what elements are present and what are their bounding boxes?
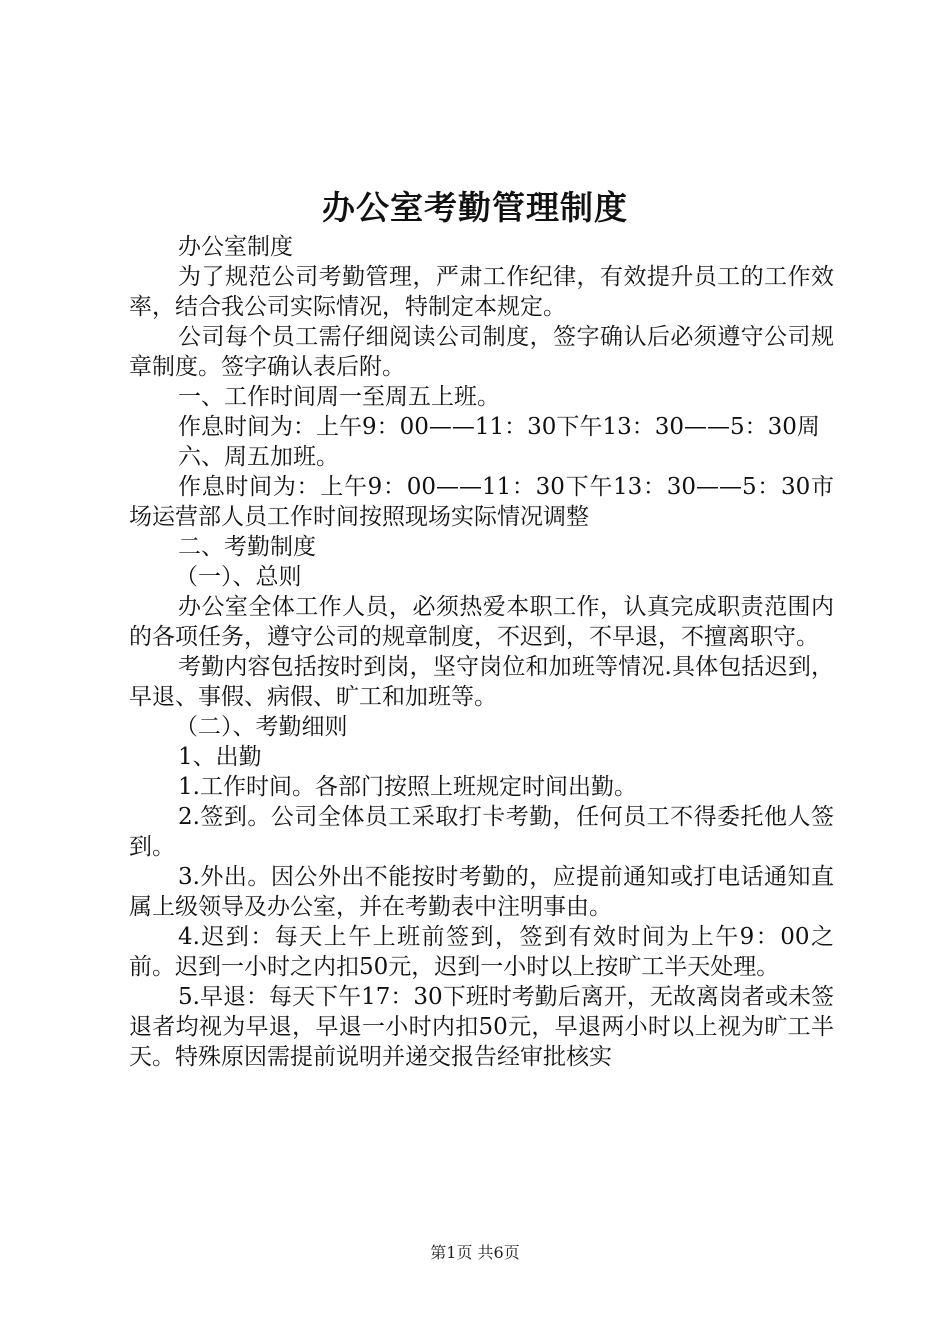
paragraph: 考勤内容包括按时到岗，坚守岗位和加班等情况.具体包括迟到，早退、事假、病假、旷工和加班等。 <box>129 654 834 710</box>
paragraph: 1、出勤 <box>178 744 262 770</box>
paragraph: 3.外出。因公外出不能按时考勤的，应提前通知或打电话通知直属上级领导及办公室，并在考勤表中注明事由。 <box>129 864 834 920</box>
paragraph: 二、考勤制度 <box>178 534 316 560</box>
document-body <box>129 232 834 1072</box>
paragraph: （一）、总则 <box>175 564 302 590</box>
paragraph: 4.迟到：每天上午上班前签到，签到有效时间为上午9：00之前。迟到一小时之内扣50元，迟到一小时以上按旷工半天处理。 <box>129 924 834 980</box>
paragraph: 1.工作时间。各部门按照上班规定时间出勤。 <box>178 774 637 800</box>
paragraph: 办公室全体工作人员，必须热爱本职工作，认真完成职责范围内的各项任务，遵守公司的规章制度，不迟到，不早退，不擅离职守。 <box>129 594 834 650</box>
paragraph: （二）、考勤细则 <box>175 714 348 740</box>
paragraph: 2.签到。公司全体员工采取打卡考勤，任何员工不得委托他人签到。 <box>129 804 834 860</box>
paragraph: 一、工作时间周一至周五上班。 <box>178 384 500 410</box>
paragraph: 5.早退：每天下午17：30下班时考勤后离开，无故离岗者或未签退者均视为早退，早退一小时内扣50元，早退两小时以上视为旷工半天。特殊原因需提前说明并递交报告经审批核实 <box>129 984 834 1070</box>
document-title: 办公室考勤管理制度 <box>322 188 628 227</box>
paragraph: 为了规范公司考勤管理，严肃工作纪律，有效提升员工的工作效率，结合我公司实际情况，特制定本规定。 <box>129 264 834 320</box>
page-footer: 第1页 共6页 <box>430 1243 520 1262</box>
paragraph: 六、周五加班。 <box>178 444 339 470</box>
paragraph: 公司每个员工需仔细阅读公司制度，签字确认后必须遵守公司规章制度。签字确认表后附。 <box>129 324 834 380</box>
paragraph: 作息时间为：上午9：00——11：30下午13：30——5：30周 <box>178 414 820 440</box>
paragraph: 办公室制度 <box>178 234 293 260</box>
paragraph: 作息时间为：上午9：00——11：30下午13：30——5：30市场运营部人员工作时间按照现场实际情况调整 <box>129 474 834 530</box>
